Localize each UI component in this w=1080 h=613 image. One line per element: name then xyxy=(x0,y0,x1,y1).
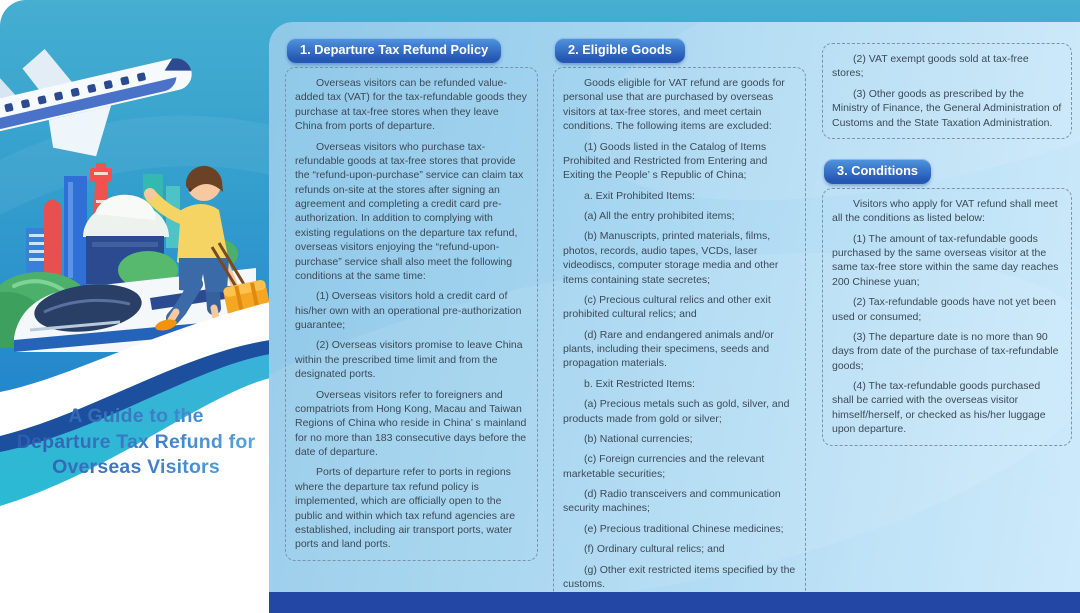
content-panel xyxy=(269,22,1080,592)
paragraph: (1) The amount of tax-refundable goods purchased by the same overseas visitor at the same tax-free store within the same day reaches 200 Chinese yuan; xyxy=(832,232,1059,288)
paragraph: (g) Other exit restricted items specified by the customs. xyxy=(563,563,796,590)
section-2-body xyxy=(553,67,806,592)
paragraph: (3) Other goods as prescribed by the Ministry of Finance, the General Administration of Customs and the State Taxation Administration. xyxy=(832,87,1062,129)
paragraph: (a) All the entry prohibited items; xyxy=(584,210,735,222)
paragraph: (d) Rare and endangered animals and/or plants, including their specimens, seeds and propagation materials. xyxy=(563,328,774,370)
paragraph: Overseas visitors refer to foreigners and compatriots from Hong Kong, Macau and Taiwan Regions of China who reside in China’ s mainland for no more than 183 consecutive days before the date of departure. xyxy=(295,388,527,458)
paragraph: Overseas visitors can be refunded value-added tax (VAT) for the tax-refundable goods they purchase at tax-free stores when they leave China from ports of departure. xyxy=(295,77,527,133)
paragraph: (2) Tax-refundable goods have not yet been used or consumed; xyxy=(832,296,1056,323)
paragraph: (b) Manuscripts, printed materials, films, photos, records, audio tapes, VCDs, laser videodiscs, computer storage media and other items containing state secretes; xyxy=(563,230,779,286)
paragraph: (b) National currencies; xyxy=(584,432,693,445)
section-3-badge: 3. Conditions xyxy=(824,159,931,184)
section-3-column xyxy=(822,38,1072,446)
title-line-1: A Guide to the xyxy=(68,405,204,427)
paragraph: (c) Foreign currencies and the relevant marketable securities; xyxy=(563,453,765,480)
travel-illustration xyxy=(0,0,270,613)
paragraph: b. Exit Restricted Items: xyxy=(584,377,695,390)
paragraph: (3) The departure date is no more than 90 days from date of the purchase of tax-refundable goods; xyxy=(832,330,1059,372)
footer-bar xyxy=(269,592,1080,613)
section-1-column xyxy=(285,38,538,561)
paragraph: (1) Goods listed in the Catalog of Items Prohibited and Restricted from Entering and Exiting the People’ s Republic of China; xyxy=(563,140,768,182)
paragraph: (2) VAT exempt goods sold at tax-free stores; xyxy=(832,53,1029,80)
section-3-body xyxy=(822,188,1072,446)
paragraph: a. Exit Prohibited Items: xyxy=(584,189,695,202)
section-1-body xyxy=(285,67,538,561)
section-2-continued-body xyxy=(822,43,1072,139)
paragraph: (c) Precious cultural relics and other exit prohibited cultural relics; and xyxy=(563,293,771,321)
paragraph: Goods eligible for VAT refund are goods for personal use that are purchased by overseas visitors at tax-free stores, and meet certain conditions. The following items are excluded: xyxy=(563,77,785,133)
section-2-column xyxy=(553,38,806,592)
paragraph: (4) The tax-refundable goods purchased shall be carried with the overseas visitor himself/herself, or checked as his/her luggage upon departure. xyxy=(832,380,1046,436)
page-title xyxy=(0,404,272,481)
paragraph: Overseas visitors who purchase tax-refundable goods at tax-free stores that provide the “refund-upon-purchase” service can claim tax refunds on-site at the stores after signing an agreement and completing a credit card pre-authorization. In addition to complying with existing regulations on the departure tax refund, overseas visitors enjoying the “refund-upon-purchase” service shall also meet the following conditions at the same time: xyxy=(295,140,524,282)
title-line-2: Departure Tax Refund for xyxy=(16,430,256,453)
title-line-3: Overseas Visitors xyxy=(52,456,220,479)
paragraph: (a) Precious metals such as gold, silver, and products made from gold or silver; xyxy=(563,398,790,425)
paragraph: (1) Overseas visitors hold a credit card of his/her own with an operational pre-authorization guarantee; xyxy=(295,290,522,331)
paragraph: (d) Radio transceivers and communication security machines; xyxy=(563,488,781,515)
paragraph: Ports of departure refer to ports in regions where the departure tax refund policy is implemented, which are officially open to the public and within which tax refund agencies are established, including air transport ports, water ports and land ports. xyxy=(295,466,516,551)
paragraph: Visitors who apply for VAT refund shall meet all the conditions as listed below: xyxy=(832,197,1058,225)
paragraph: (f) Ordinary cultural relics; and xyxy=(584,543,725,556)
section-1-badge: 1. Departure Tax Refund Policy xyxy=(287,38,501,63)
paragraph: (2) Overseas visitors promise to leave China within the prescribed time limit and from the designated ports. xyxy=(295,339,523,381)
paragraph: (e) Precious traditional Chinese medicines; xyxy=(584,522,784,535)
section-2-badge: 2. Eligible Goods xyxy=(555,38,685,63)
